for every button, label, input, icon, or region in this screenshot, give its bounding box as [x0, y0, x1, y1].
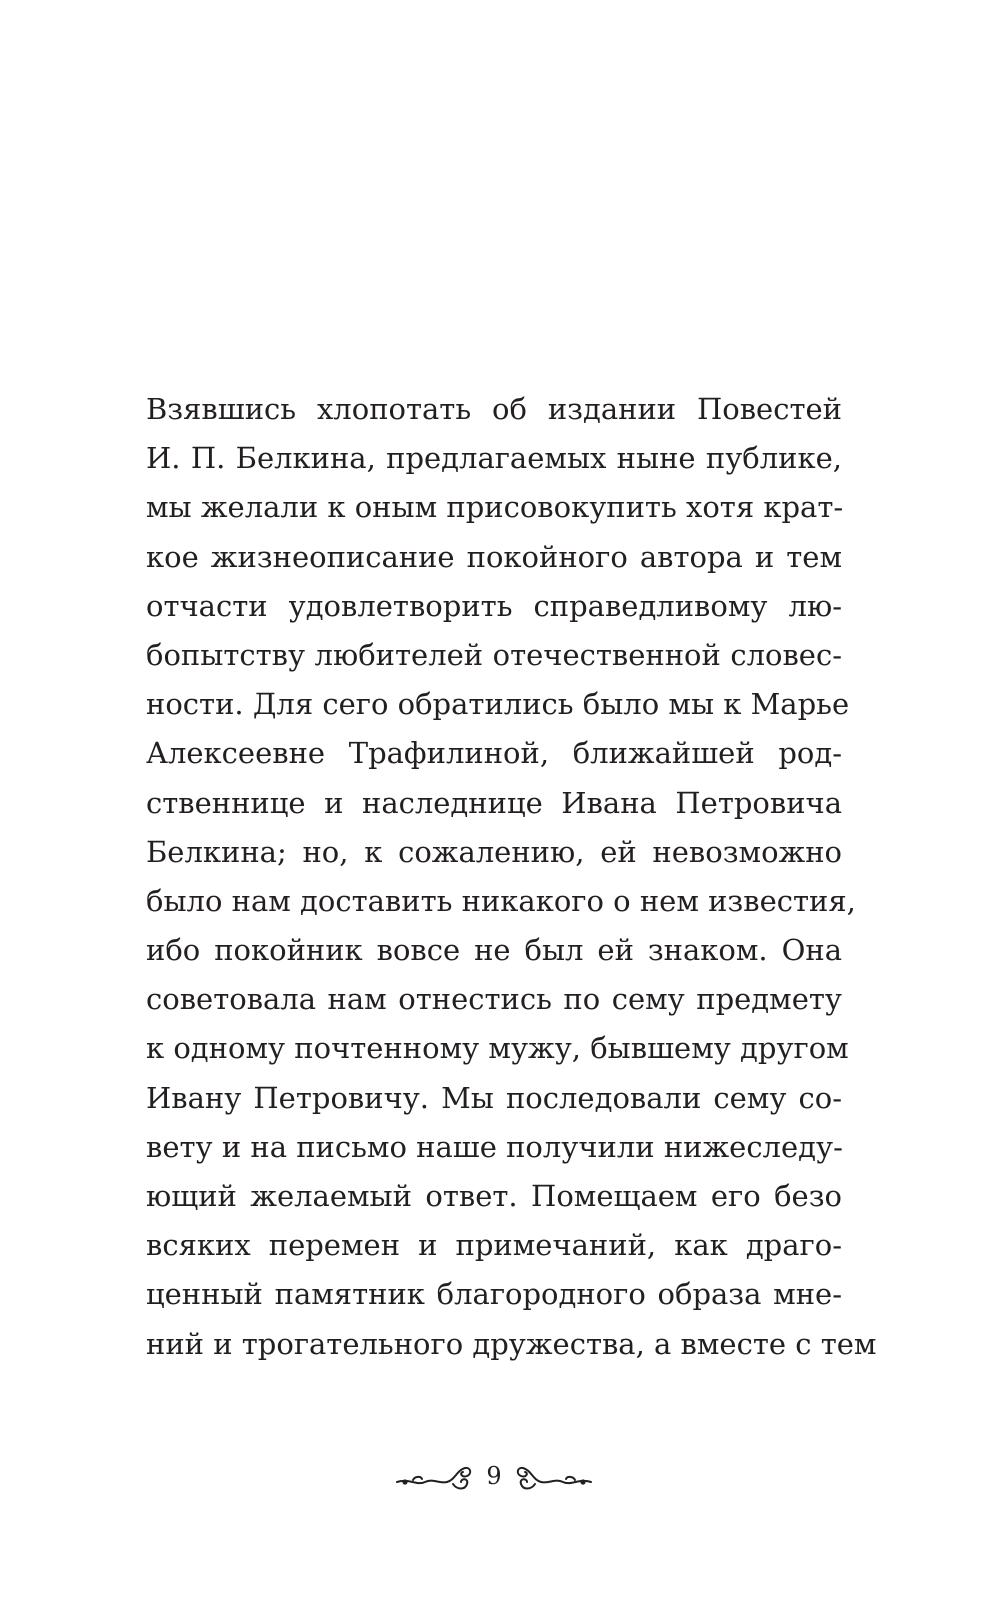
text-line: было нам доставить никакого о нем известия, — [146, 883, 856, 918]
text-line: кое жизнеописание покойного автора и тем — [146, 539, 842, 574]
text-line: вету и на письмо наше получили нижеследу- — [146, 1129, 843, 1164]
text-line: к одному почтенному мужу, бывшему другом — [146, 1031, 849, 1066]
page-number: 9 — [486, 1462, 502, 1490]
body-text — [146, 385, 877, 1369]
text-line: ибо покойник вовсе не был ей знаком. Она — [146, 933, 842, 968]
text-line: ценный памятник благородного образа мне- — [146, 1277, 842, 1312]
text-line: И. П. Белкина, предлагаемых ныне публике, — [146, 441, 842, 476]
text-line: ний и трогательного дружества, а вместе с тем — [146, 1326, 877, 1361]
text-line: отчасти удовлетворить справедливому лю- — [146, 588, 842, 623]
text-line: Ивану Петровичу. Мы последовали сему со- — [146, 1080, 842, 1115]
text-line: бопытству любителей отечественной словес- — [146, 637, 842, 672]
text-line: мы желали к оным присовокупить хотя крат- — [146, 490, 844, 525]
text-line: всяких перемен и примечаний, как драго- — [146, 1228, 842, 1263]
text-line: ности. Для сего обратились было мы к Марье — [146, 687, 850, 722]
page-footer — [0, 1452, 1000, 1502]
text-line: Белкина; но, к сожалению, ей невозможно — [146, 834, 842, 869]
text-line: советовала нам отнестись по сему предмету — [146, 982, 842, 1017]
text-line: ственнице и наследнице Ивана Петровича — [146, 785, 842, 820]
scroll-flourish-left-icon — [395, 1460, 473, 1494]
text-line: Алексеевне Трафилиной, ближайшей род- — [146, 736, 842, 771]
text-line: ющий желаемый ответ. Помещаем его безо — [146, 1179, 842, 1213]
text-line: Взявшись хлопотать об издании Повестей — [146, 392, 842, 426]
scroll-flourish-right-icon — [515, 1460, 593, 1494]
